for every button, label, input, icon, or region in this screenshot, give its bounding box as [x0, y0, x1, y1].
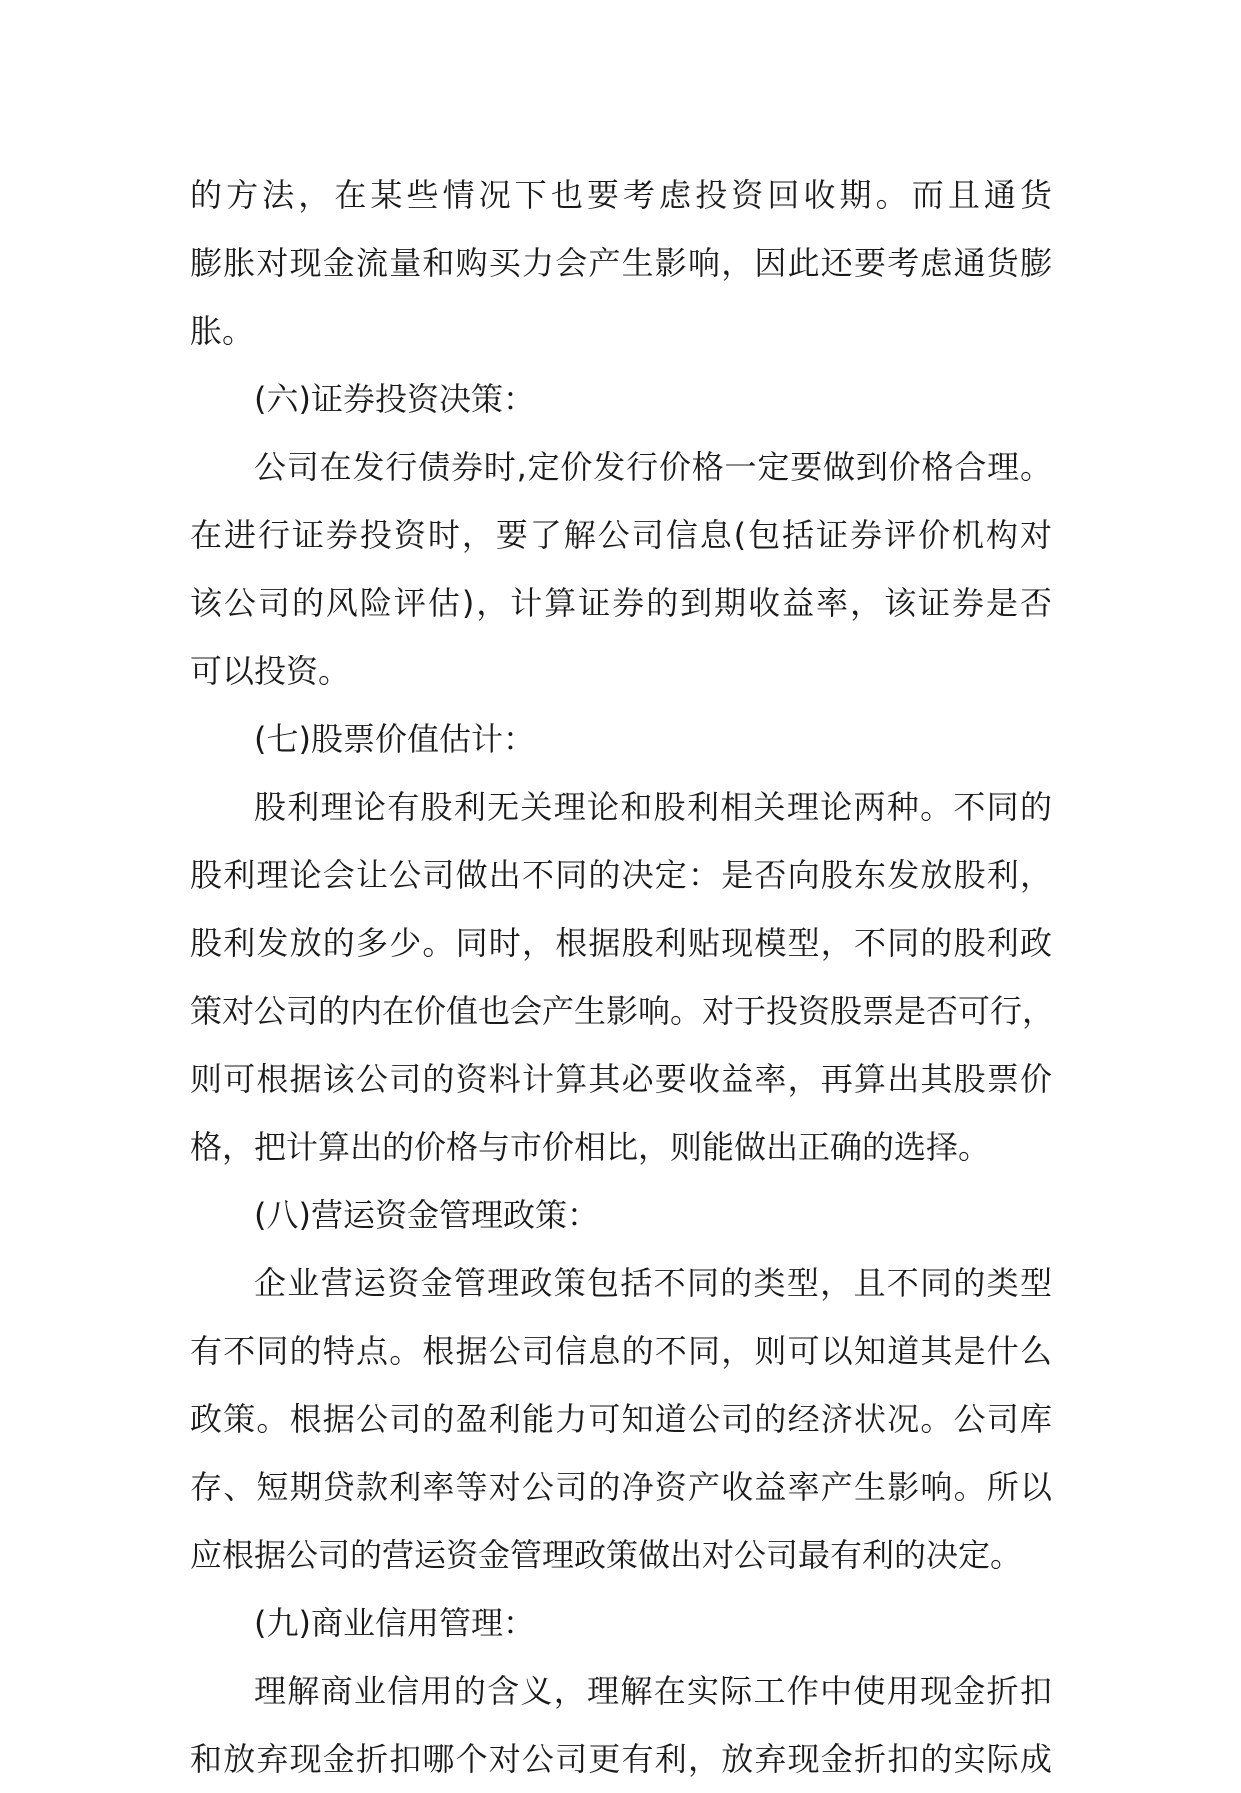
- body-text: [190, 161, 1055, 1793]
- text-line: 的方法，在某些情况下也要考虑投资回收期。而且通货: [190, 176, 1052, 214]
- text-line: 股利发放的多少。同时，根据股利贴现模型，不同的股利政: [190, 924, 1052, 962]
- text-line: 股利理论有股利无关理论和股利相关理论两种。不同的: [254, 788, 1052, 826]
- text-line: 格，把计算出的价格与市价相比，则能做出正确的选择。: [190, 1128, 991, 1166]
- text-line: 理解商业信用的含义，理解在实际工作中使用现金折扣: [254, 1672, 1052, 1710]
- section-heading: (六)证券投资决策：: [254, 380, 535, 418]
- text-line: 和放弃现金折扣哪个对公司更有利，放弃现金折扣的实际成: [190, 1740, 1052, 1778]
- text-line: 存、短期贷款利率等对公司的净资产收益率产生影响。所以: [190, 1468, 1052, 1506]
- text-line: 该公司的风险评估)，计算证券的到期收益率，该证券是否: [190, 584, 1052, 622]
- text-line: 膨胀对现金流量和购买力会产生影响，因此还要考虑通货膨: [190, 244, 1052, 282]
- text-line: 胀。: [190, 312, 255, 350]
- text-line: 可以投资。: [190, 652, 351, 690]
- text-line: 则可根据该公司的资料计算其必要收益率，再算出其股票价: [190, 1060, 1052, 1098]
- section-heading: (七)股票价值估计：: [254, 720, 535, 758]
- text-line: 有不同的特点。根据公司信息的不同，则可以知道其是什么: [190, 1332, 1052, 1370]
- text-line: 政策。根据公司的盈利能力可知道公司的经济状况。公司库: [190, 1400, 1052, 1438]
- text-line: 应根据公司的营运资金管理政策做出对公司最有利的决定。: [190, 1536, 1023, 1574]
- text-line: 企业营运资金管理政策包括不同的类型，且不同的类型: [254, 1264, 1052, 1302]
- text-line: 股利理论会让公司做出不同的决定：是否向股东发放股利，: [190, 856, 1052, 894]
- text-line: 策对公司的内在价值也会产生影响。对于投资股票是否可行，: [190, 992, 1055, 1030]
- section-heading: (八)营运资金管理政策：: [254, 1196, 599, 1234]
- text-line: 公司在发行债券时,定价发行价格一定要做到价格合理。: [254, 448, 1052, 486]
- text-line: 在进行证券投资时，要了解公司信息(包括证券评价机构对: [190, 516, 1052, 554]
- section-heading: (九)商业信用管理：: [254, 1604, 535, 1642]
